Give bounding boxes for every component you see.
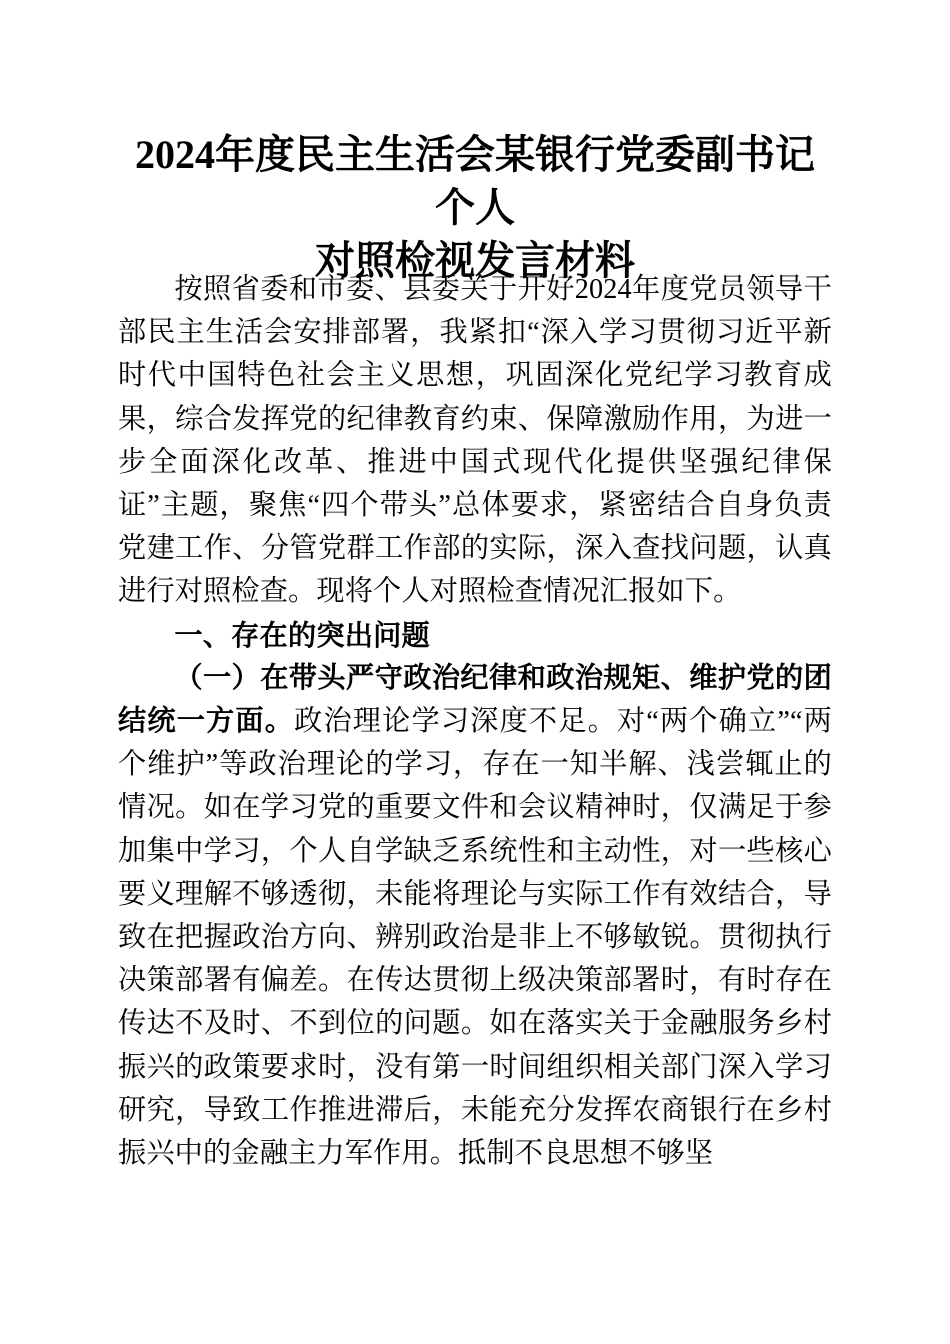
section-heading-one: 一、存在的突出问题 [174,618,430,651]
page-title [118,128,832,287]
document-body [118,268,832,1175]
intro-paragraph: 按照省委和市委、县委关于开好2024年度党员领导干部民主生活会安排部署，我紧扣“深入学习贯彻习近平新时代中国特色社会主义思想，巩固深化党纪学习教育成果，综合发挥党的纪律教育约束、保障激励作用，为进一步全面深化改革、推进中国式现代化提供坚强纪律保证”主题，聚焦“四个带头”总体要求，紧密结合自身负责党建工作、分管党群工作部的实际，深入查找问题，认真进行对照检查。现将个人对照检查情况汇报如下。 [118,274,832,608]
page-title-line-1: 2024年度民主生活会某银行党委副书记个人 [135,132,815,230]
subsection-one-lead: （一）在带头严守政治纪律和政治规矩、维护党的团结统一方面。 [118,662,832,738]
subsection-one-paragraph [118,657,832,1175]
subsection-one-text: 政治理论学习深度不足。对“两个确立”“两个维护”等政治理论的学习，存在一知半解、浅尝辄止的情况。如在学习党的重要文件和会议精神时，仅满足于参加集中学习，个人自学缺乏系统性和主动性，对一些核心要义理解不够透彻，未能将理论与实际工作有效结合，导致在把握政治方向、辨别政治是非上不够敏锐。贯彻执行决策部署有偏差。在传达贯彻上级决策部署时，有时存在传达不及时、不到位的问题。如在落实关于金融服务乡村振兴的政策要求时，没有第一时间组织相关部门深入学习研究，导致工作推进滞后，未能充分发挥农商银行在乡村振兴中的金融主力军作用。抵制不良思想不够坚 [118,706,832,1170]
page-title-line-2: 对照检视发言材料 [315,238,635,283]
